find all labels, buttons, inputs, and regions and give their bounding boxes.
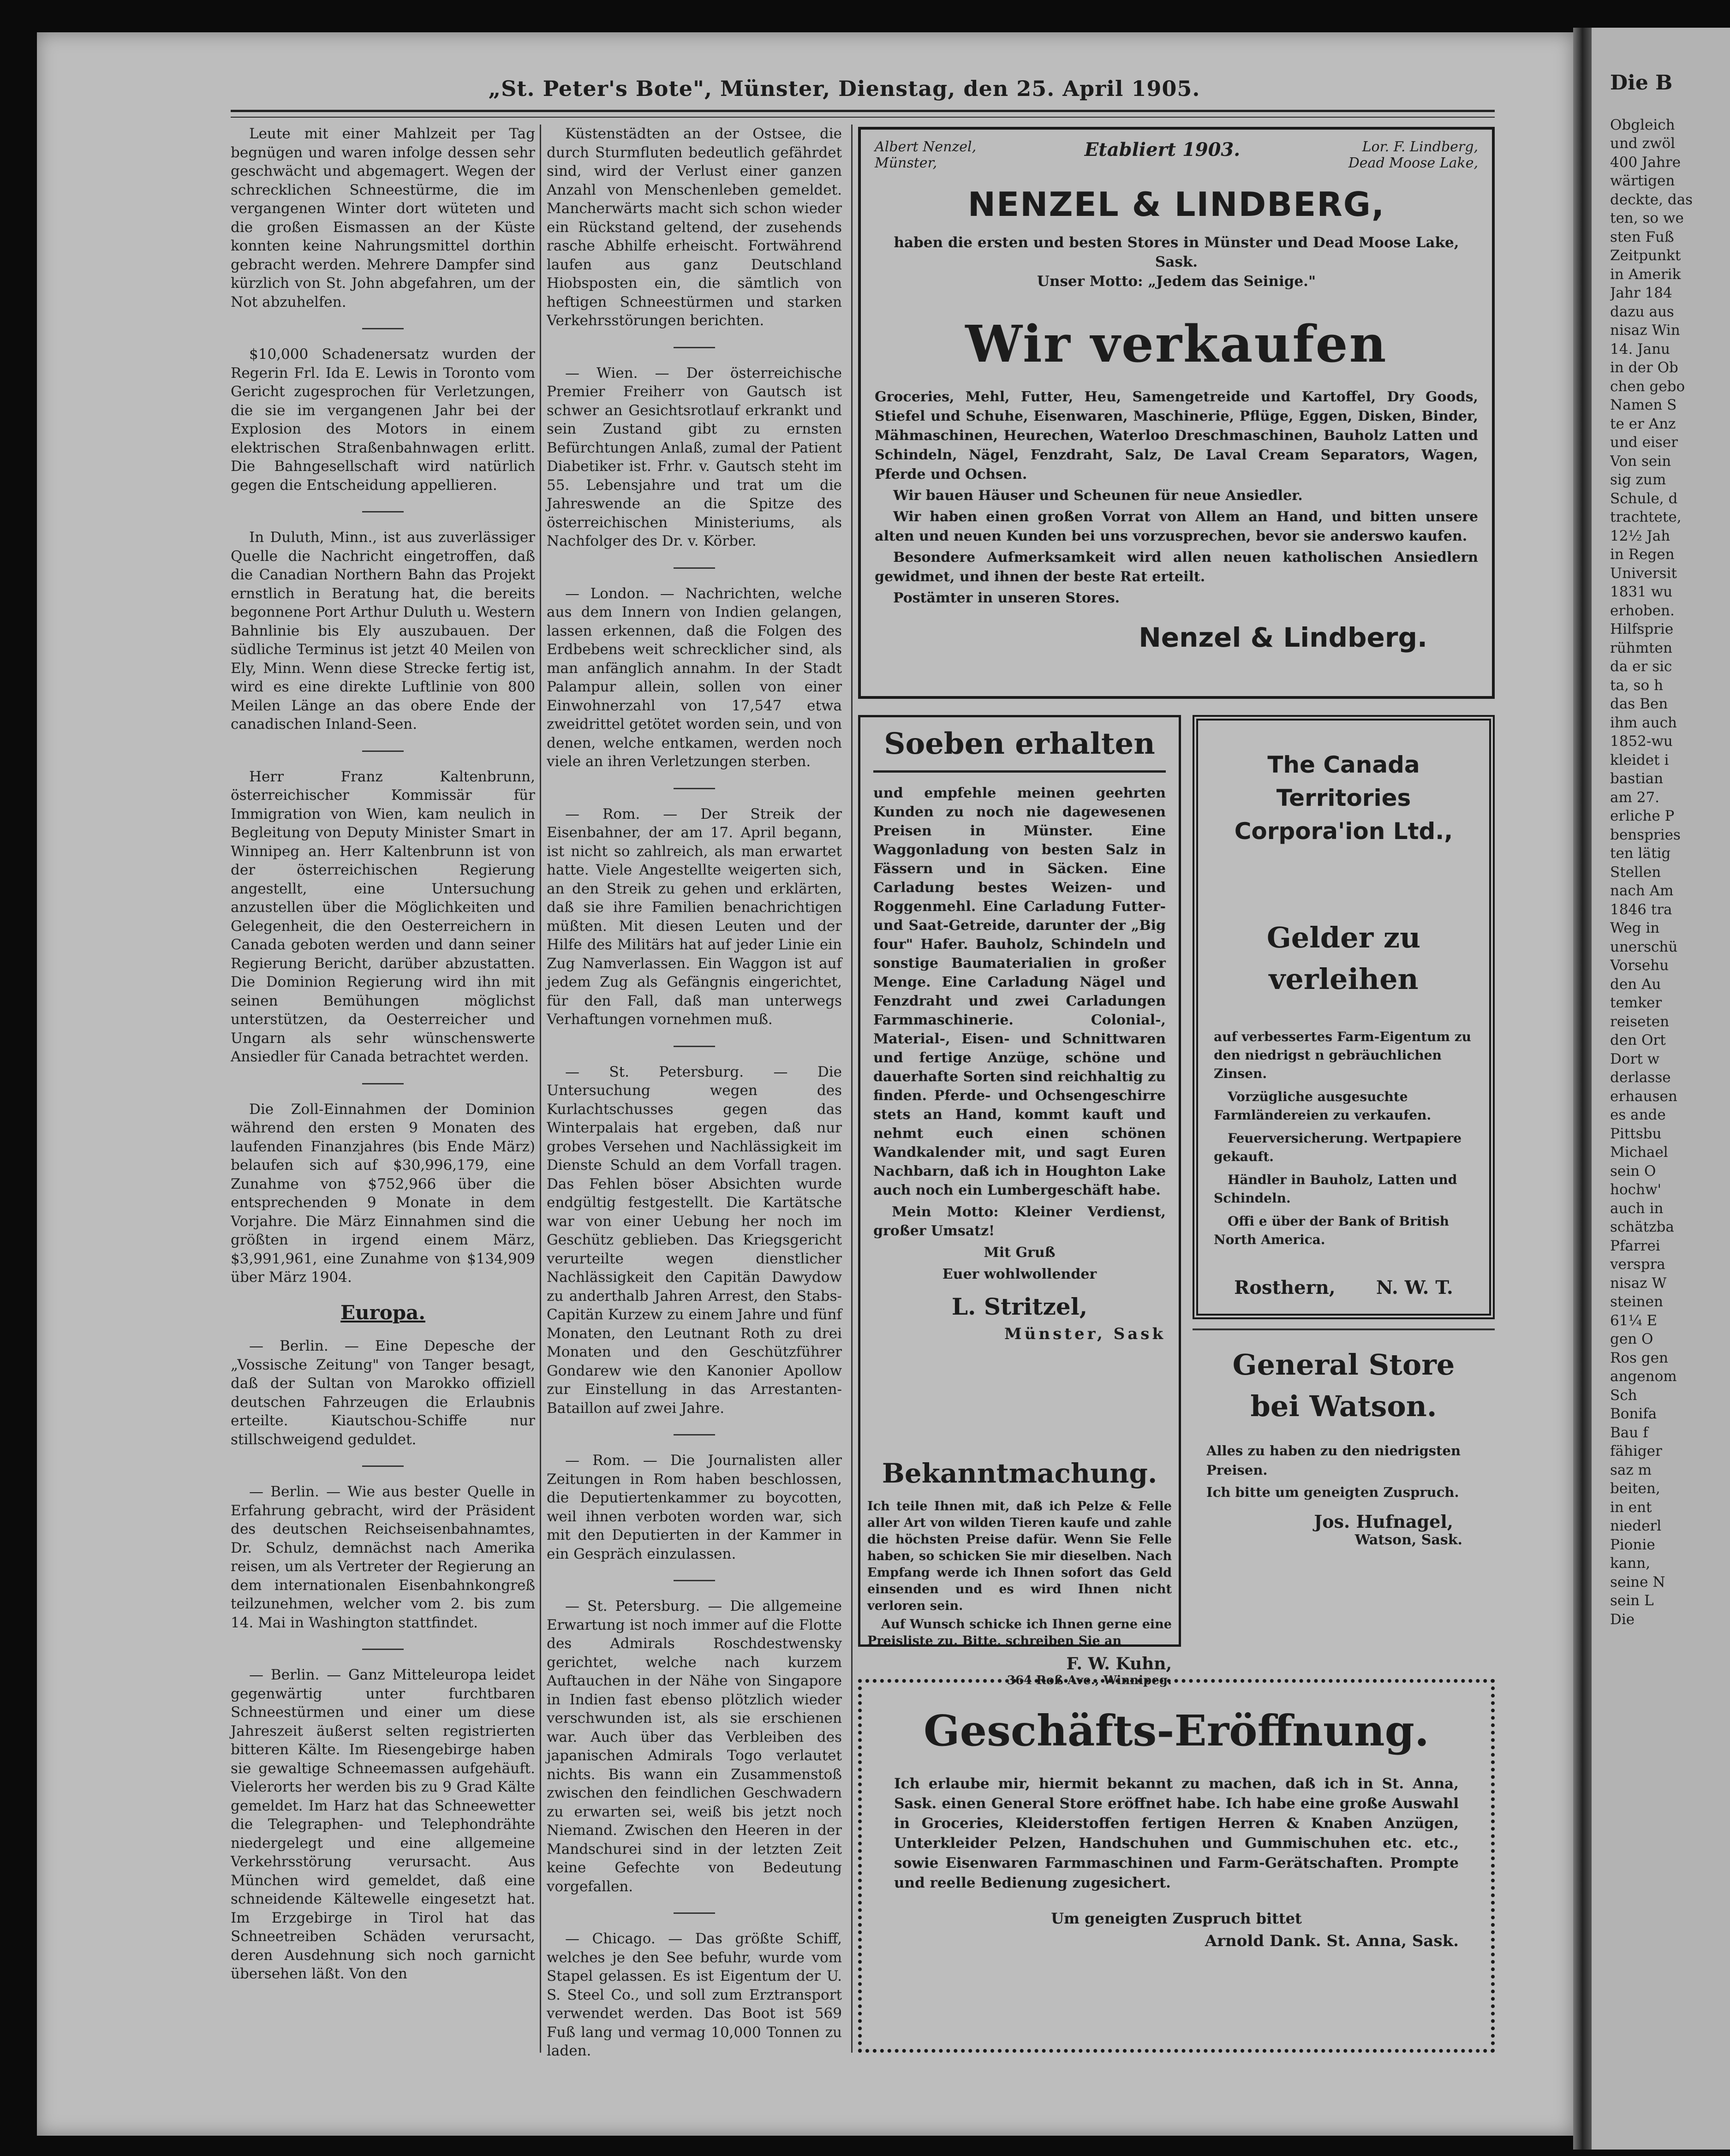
masthead: „St. Peter's Bote", Münster, Dienstag, den 25. April 1905.	[488, 76, 1200, 101]
separator	[362, 511, 404, 512]
facing-page-line: den Au	[1610, 976, 1661, 993]
masthead-rule	[231, 110, 1495, 118]
facing-page-line: Bau f	[1610, 1424, 1648, 1441]
separator	[674, 1046, 715, 1047]
facing-page-line: verspra	[1610, 1256, 1665, 1273]
ad-body: Ich erlaube mir, hiermit bekannt zu machen, daß ich in St. Anna, Sask. einen General Store eröffnet habe. Ich habe eine große Auswahl in Groceries, Kleiderstoffen fertigen Herren & Knaben Anzügen, Unterkleider Pelzen, Handschuhen und Gummischuhen etc. etc., sowie Eisenwaren Farmmaschinen und Farm-Gerätschaften. Prompte und reelle Bedienung zugesichert.	[894, 1775, 1459, 1891]
ad-subtitle: haben die ersten und besten Stores in Münster und Dead Moose Lake, Sask.	[894, 234, 1459, 270]
facing-page-line: Dort w	[1610, 1050, 1660, 1067]
ad-line: Alles zu haben zu den niedrigsten Preisen.	[1206, 1443, 1461, 1478]
article: $10,000 Schadenersatz wurden der Regerin Frl. Ida E. Lewis in Toronto vom Gericht zugesprochen für Verletzungen, die sie im vergangenen Jahr bei der Explosion des Motors in einem elektrischen Straßenbahnwagen erlitt. Die Bahngesellschaft wird natürlich gegen die Entscheidung appellieren.	[231, 346, 535, 494]
ad-signature: L. Stritzel,	[951, 1293, 1088, 1320]
facing-page-line: unerschü	[1610, 938, 1678, 955]
ad-line: Feuerversicherung. Wertpapiere gekauft.	[1214, 1131, 1462, 1164]
ad-header-row	[875, 139, 1478, 171]
article: — Wien. — Der österreichische Premier Freiherr von Gautsch ist schwer an Gesichtsrotlauf erkrankt und sein Zustand gibt zu ernsten Befürchtungen Anlaß, zumal der Patient Diabetiker ist. Frhr. v. Gautsch steht im 55. Lebensjahre und trat um die Jahreswende an die Spitze des österreichischen Ministeriums, als Nachfolger des Dr. v. Körber.	[547, 364, 842, 549]
facing-page-line: nach Am	[1610, 882, 1674, 899]
ad-line: Offi e über der Bank of British North America.	[1214, 1214, 1449, 1247]
separator	[674, 567, 715, 569]
ad-address: 364 Roß Ave., Winnipeg.	[1007, 1674, 1172, 1687]
ad-line: Groceries, Mehl, Futter, Heu, Samengetreide und Kartoffel, Dry Goods, Stiefel und Schuhe, Eisenwaren, Maschinerie, Pflüge, Eggen, Disken, Binder, Mähmaschinen, Heurechen, Waterloo Dreschmaschinen, Bauholz Latten und Schindeln, Nägel, Fenzdraht, Salz, De Laval Cream Separators, Wagen, Pferde und Ochsen.	[875, 389, 1478, 482]
facing-page-line: 1831 wu	[1610, 584, 1673, 600]
facing-page-line: derlasse	[1610, 1069, 1671, 1086]
article: — Berlin. — Eine Depesche der „Vossische Zeitung" von Tanger besagt, daß der Sultan von Marokko offiziell deutschen Fahrzeugen die Erlaubnis erteilte. Kiautschou-Schiffe nur stillschweigend geduldet.	[231, 1338, 535, 1448]
section-title: Europa.	[340, 1301, 425, 1324]
ad-line: Mein Motto: Kleiner Verdienst, großer Umsatz!	[873, 1204, 1166, 1239]
owner-right: Lor. F. Lindberg, Dead Moose Lake,	[1348, 139, 1478, 171]
facing-page-line: Vorsehu	[1610, 957, 1669, 974]
ad-line: Ich teile Ihnen mit, daß ich Pelze & Felle aller Art von wilden Tieren kaufe und zahle die höchsten Preise dafür. Wenn Sie Felle haben, so schicken Sie mir dieselben. Nach Empfang werde ich Ihnen sofort das Geld einsenden und es wird Ihnen nicht verloren sein.	[867, 1499, 1172, 1613]
ad-body	[1206, 1441, 1481, 1502]
facing-page-line: das Ben	[1610, 696, 1668, 712]
facing-page-line: Namen S	[1610, 397, 1677, 413]
ad-line: Vorzügliche ausgesuchte Farmländereien zu verkaufen.	[1214, 1089, 1432, 1123]
facing-page-line: benspries	[1610, 826, 1681, 843]
ad-kuhn	[858, 1448, 1181, 1687]
facing-page-line: reiseten	[1610, 1013, 1670, 1030]
facing-page-line: bastian	[1610, 770, 1664, 787]
facing-page-line: erliche P	[1610, 808, 1675, 824]
ad-location: Münster, Sask	[1004, 1325, 1166, 1343]
ad-motto: Unser Motto: „Jedem das Seinige."	[1037, 273, 1316, 290]
ad-body	[867, 1498, 1172, 1650]
separator	[362, 1465, 404, 1467]
separator	[362, 1649, 404, 1650]
separator	[362, 328, 404, 329]
ad-signature: F. W. Kuhn,	[1066, 1654, 1172, 1674]
facing-page-line: und eiser	[1610, 434, 1678, 451]
facing-page-line: in Amerik	[1610, 266, 1681, 283]
facing-page-line: Obgleich	[1610, 116, 1675, 133]
company-name: The Canada Territories Corpora'ion Ltd.,	[1234, 751, 1453, 845]
article: — Berlin. — Wie aus bester Quelle in Erfahrung gebracht, wird der Präsident des deutschen Reichseisenbahnamtes, Dr. Schulz, demnächst nach Amerika reisen, um als Vertreter der Regierung an dem internationalen Eisenbahnkongreß teilzunehmen, welcher vom 2. bis zum 14. Mai in Washington stattfindet.	[231, 1483, 535, 1631]
ad-greeting: Mit Gruß	[984, 1245, 1056, 1261]
separator	[362, 750, 404, 752]
column-rule	[540, 125, 541, 2053]
separator	[674, 788, 715, 789]
facing-page-line: Pittsbu	[1610, 1125, 1662, 1142]
facing-page-line: beiten,	[1610, 1480, 1660, 1497]
facing-page-line: fähiger	[1610, 1443, 1662, 1459]
ad-location: Watson, Sask.	[1354, 1532, 1462, 1548]
facing-page-line: sein O	[1610, 1162, 1656, 1179]
facing-page-line: trachtete,	[1610, 509, 1682, 525]
ad-line: auf verbessertes Farm-Eigentum zu den niedrigst n gebräuchlichen Zinsen.	[1214, 1029, 1472, 1081]
separator	[674, 1434, 715, 1435]
facing-page-line: rühmten	[1610, 639, 1672, 656]
separator	[674, 347, 715, 348]
facing-page-line: da er sic	[1610, 658, 1672, 675]
facing-page-line: erhausen	[1610, 1088, 1677, 1105]
facing-page-line: niederl	[1610, 1518, 1662, 1534]
article: Herr Franz Kaltenbrunn, österreichischer Kommissär für Immigration von Wien, kam neulich in Begleitung von Deputy Minister Smart in Winnipeg an. Herr Kaltenbrunn ist von der österreichischen Regierung angestellt, eine Untersuchung anzustellen über die Möglichkeiten und Gelegenheit, die den Oesterreichern in Canada geboten werden und dann seiner Regierung Bericht, darüber abzustatten. Die Dominion Regierung wird ihn mit seinen Bemühungen möglichst unterstützen, da Oesterreicher und Ungarn als sehr wünschenswerte Ansiedler für Canada betrachtet werden.	[231, 768, 535, 1065]
ad-headline: Gelder zu verleihen	[1266, 921, 1421, 996]
article: — Rom. — Die Journalisten aller Zeitungen in Rom haben beschlossen, die Deputiertenkammer zu boycotten, weil ihnen verboten worden war, sich mit den Deputierten in der Kammer in ein Gespräch einzulassen.	[547, 1452, 842, 1562]
separator	[674, 1580, 715, 1581]
facing-page-line: Michael	[1610, 1144, 1668, 1161]
facing-page-line: Hilfsprie	[1610, 621, 1674, 637]
facing-page-line: sig zum	[1610, 471, 1666, 488]
facing-page-line: erhoben.	[1610, 602, 1675, 619]
article: In Duluth, Minn., ist aus zuverlässiger Quelle die Nachricht eingetroffen, daß die Canadian Northern Bahn das Projekt ernstlich in Beratung hat, die bereits begonnene Port Arthur Duluth u. Western Bahnlinie bis Ely auszubauen. Der südliche Terminus ist jetzt 40 Meilen von Ely, Minn. Wenn diese Strecke fertig ist, wird es eine direkte Luftlinie von 800 Meilen Länge an das obere Ende der canadischen Inland-Seen.	[231, 529, 535, 733]
facing-page-line: schätzba	[1610, 1219, 1674, 1235]
article: — London. — Nachrichten, welche aus dem Innern von Indien gelangen, lassen erkennen, daß die Folgen des Erdbebens weit schrecklicher sind, als man anfänglich annahm. In der Stadt Palampur allein, sollen von einer Einwohnerzahl von 17,547 etwa zweidrittel getötet worden sein, und von denen, welche entkamen, werden noch viele an ihren Verletzungen sterben.	[547, 585, 842, 770]
facing-page-line: gen O	[1610, 1331, 1653, 1347]
facing-page-line: dazu aus	[1610, 303, 1674, 320]
ad-title: Soeben erhalten	[873, 727, 1166, 773]
ad-headline: Wir verkaufen	[965, 314, 1388, 374]
facing-page-line: es ande	[1610, 1107, 1666, 1123]
book-gutter	[1573, 28, 1592, 2150]
facing-page-line: Die	[1610, 1611, 1635, 1628]
facing-page-line: wärtigen	[1610, 173, 1675, 189]
facing-page-column	[1610, 74, 1725, 2126]
ad-body	[1214, 1028, 1473, 1249]
article: Die Zoll-Einnahmen der Dominion während den ersten 9 Monaten des laufenden Finanzjahres (bis Ende März) belaufen sich auf $30,996,179, eine Zunahme von $752,966 über die entsprechenden 9 Monate in dem Vorjahre. Die März Einnahmen sind die größten in irgend einem März, $3,991,961, eine Zunahme von $134,909 über März 1904.	[231, 1101, 535, 1286]
facing-page-line: den Ort	[1610, 1032, 1666, 1048]
facing-page-line: ihm auch	[1610, 714, 1677, 731]
facing-page-line: 1852-wu	[1610, 733, 1673, 750]
ad-line: Händler in Bauholz, Latten und Schindeln.	[1214, 1172, 1457, 1206]
ad-title: Bekanntmachung.	[882, 1458, 1157, 1489]
article: Leute mit einer Mahlzeit per Tag begnügen und waren infolge dessen sehr geschwächt und abgemagert. Wegen der schrecklichen Schneestürme, die im vergangenen Winter dort wüteten und die großen Eismassen an der Küste konnten keine Nahrungsmittel dorthin gebracht werden. Mehrere Dampfer sind kürzlich von St. John abgefahren, um der Not abzuhelfen.	[231, 125, 535, 310]
ad-title: General Store bei Watson.	[1232, 1348, 1455, 1423]
facing-page-line: angenom	[1610, 1368, 1677, 1385]
facing-page-line: sein L	[1610, 1592, 1654, 1609]
facing-page-line: ten, so we	[1610, 210, 1684, 226]
facing-page-line: Bonifa	[1610, 1406, 1657, 1422]
facing-page-line: kann,	[1610, 1555, 1651, 1572]
ad-nenzel-lindberg	[858, 127, 1495, 699]
facing-page-line: Stellen	[1610, 864, 1661, 881]
sig-territory: N. W. T.	[1376, 1277, 1453, 1298]
ad-signature: Arnold Dank. St. Anna, Sask.	[1205, 1932, 1459, 1950]
facing-page-line: Pfarrei	[1610, 1237, 1660, 1254]
facing-page-line: Pionie	[1610, 1536, 1655, 1553]
ad-line: und empfehle meinen geehrten Kunden zu noch nie dagewesenen Preisen in Münster. Eine Waggonladung von besten Salz in Fässern und in Säcken. Eine Carladung bestes Weizen- und Roggenmehl. Eine Carladung Futter- und Saat-Getreide, darunter der „Big four" Hafer. Bauholz, Schindeln und sonstige Baumaterialien in großer Menge. Eine Carladung Nägel und Fenzdraht und zwei Carladungen Farmmaschinerie. Colonial-, Material-, Eisen- und Schnittwaren und fertige Anzüge, schöne und dauerhafte Sorten sind reichhaltig zu finden. Pferde- und Ochsengeschirre stets an Hand, kommt kauft und nehmt euch einen schönen Wandkalender mit, und sagt Euren Nachbarn, daß ich in Houghton Lake auch noch ein Lumbergeschäft habe.	[873, 785, 1166, 1198]
column-rule	[851, 125, 853, 2053]
ad-line: Wir haben einen großen Vorrat von Allem an Hand, und bitten unsere alten und neuen Kunden bei uns vorzusprechen, bevor sie anderswo kaufen.	[875, 509, 1478, 544]
facing-page-line: 12½ Jah	[1610, 527, 1670, 544]
facing-page-line: te er Anz	[1610, 415, 1676, 432]
ad-hufnagel	[1193, 1328, 1495, 1661]
ad-canada-territories	[1193, 715, 1495, 1319]
facing-page-line: auch in	[1610, 1200, 1664, 1217]
facing-page-line: 400 Jahre	[1610, 154, 1681, 171]
facing-page-line: in Regen	[1610, 546, 1675, 563]
ad-signature	[1214, 1277, 1473, 1298]
article: — St. Petersburg. — Die allgemeine Erwartung ist noch immer auf die Flotte des Admirals Roschdestwensky gerichtet, welche nach kurzem Auftauchen in der Nähe von Singapore in Indien fast ebenso plötzlich wieder verschwunden ist, als sie erschienen war. Auch über das Verbleiben des japanischen Admirals Togo verlautet nichts. Bis wann ein Zusammenstoß zwischen den feindlichen Geschwadern zu erwarten sei, weiß bis jetzt noch Niemand. Zwischen den Heeren in der Mandschurei sind in der letzten Zeit keine Gefechte von Bedeutung vorgefallen.	[547, 1598, 842, 1895]
ad-line: Auf Wunsch schicke ich Ihnen gerne eine Preisliste zu. Bitte, schreiben Sie an	[867, 1617, 1172, 1648]
facing-page-line: chen gebo	[1610, 378, 1685, 395]
ad-line: Postämter in unseren Stores.	[893, 590, 1120, 606]
facing-page-line: in der Ob	[1610, 359, 1678, 376]
facing-page-line: saz m	[1610, 1461, 1652, 1478]
facing-page-line: 1846 tra	[1610, 901, 1672, 918]
facing-page-line: deckte, das	[1610, 191, 1693, 208]
ad-signature: Jos. Hufnagel,	[1314, 1511, 1453, 1532]
facing-page-line: nisaz Win	[1610, 322, 1680, 339]
facing-page-line: Zeitpunkt	[1610, 247, 1681, 264]
facing-page-line: temker	[1610, 995, 1662, 1011]
ad-line: Ich bitte um geneigten Zuspruch.	[1206, 1484, 1459, 1500]
facing-page-line: kleidet i	[1610, 751, 1669, 768]
facing-page-line: 14. Janu	[1610, 340, 1670, 357]
firm-name: NENZEL & LINDBERG,	[967, 185, 1385, 224]
facing-page-line: Universit	[1610, 565, 1677, 582]
article: Küstenstädten an der Ostsee, die durch Sturmfluten bedeutlich gefährdet sind, wird der Verlust einer ganzen Anzahl von Menschenleben gemeldet. Mancherwärts macht sich schon wieder ein Rückstand geltend, der zusehends rasche Abhilfe erheischt. Fortwährend laufen aus ganz Deutschland Hiobsposten ein, die sämtlich von heftigen Schneestürmen und starken Verkehrsstörungen berichten.	[547, 125, 842, 329]
facing-page-title: Die B	[1610, 74, 1673, 95]
established-label: Etabliert 1903.	[1084, 139, 1241, 161]
ad-body	[875, 387, 1478, 608]
facing-page-line: 61¼ E	[1610, 1312, 1657, 1329]
news-column-1	[231, 125, 535, 2000]
separator	[362, 1083, 404, 1084]
news-column-2	[547, 125, 842, 2077]
ad-title: Geschäfts-Eröffnung.	[924, 1706, 1429, 1756]
facing-page-line: hochw'	[1610, 1181, 1662, 1198]
facing-page-line: nisaz W	[1610, 1275, 1667, 1292]
facing-page-line: in ent	[1610, 1499, 1652, 1516]
facing-page-line: am 27.	[1610, 789, 1660, 806]
facing-page-line: und zwöl	[1610, 135, 1676, 152]
facing-page-line: sten Fuß	[1610, 228, 1674, 245]
facing-page-line: ta, so h	[1610, 677, 1664, 694]
owner-left: Albert Nenzel, Münster,	[875, 139, 977, 171]
facing-page-line: Jahr 184	[1610, 285, 1672, 301]
facing-page-line: ten lätig	[1610, 845, 1671, 862]
facing-page-line: seine N	[1610, 1573, 1665, 1590]
ad-closing: Um geneigten Zuspruch bittet	[1051, 1910, 1302, 1927]
ad-dank	[858, 1679, 1495, 2053]
ad-greeting: Euer wohlwollender	[942, 1266, 1097, 1282]
separator	[674, 1912, 715, 1914]
article: — Chicago. — Das größte Schiff, welches je den See befuhr, wurde vom Stapel gelassen. Es ist Eigentum der U. S. Steel Co., und soll zum Erztransport verwendet werden. Das Boot ist 569 Fuß lang und vermag 10,000 Tonnen zu laden.	[547, 1930, 842, 2059]
facing-page-line: Weg in	[1610, 920, 1660, 936]
facing-page-line: Sch	[1610, 1387, 1637, 1404]
article: — St. Petersburg. — Die Untersuchung wegen des Kurlachtschusses gegen das Winterpalais hat ergeben, daß nur grobes Versehen und Nachlässigkeit im Dienste Schuld an dem Vorfall tragen. Das Fehlen böser Absichten wurde endgültig festgestellt. Die Kartätsche war von einer Uebung her noch im Geschütz geblieben. Das Kriegsgericht verurteilte wegen dienstlicher Nachlässigkeit den Capitän Dawydow zu anderthalb Jahren Arrest, den Stabs-Capitän Kurzew zu einem Jahre und fünf Monaten, den Leutnant Roth zu drei Monaten und den Geschützführer Gondarew wie den Kanonier Apollow zur Einstellung in das Arrestanten-Bataillon auf zwei Jahre.	[547, 1063, 842, 1417]
sig-town: Rosthern,	[1234, 1277, 1336, 1298]
facing-page-line: Schule, d	[1610, 490, 1678, 507]
facing-page-lines	[1610, 116, 1725, 1629]
article: — Rom. — Der Streik der Eisenbahner, der am 17. April begann, ist nicht so zahlreich, als man erwartet hatte. Viele Angestellte weigerten sich, an den Streik zu gehen und erklärten, daß sie ihre Familien benachrichtigen müßten. Mit diesen Leuten und der Hilfe des Militärs hat auf jeder Linie ein Zug Namverlassen. Ein Waggon ist auf jedem Zug als Gefängnis eingerichtet, für den Fall, daß man unterwegs Verhaftungen vornehmen muß.	[547, 805, 842, 1028]
facing-page-line: steinen	[1610, 1293, 1663, 1310]
facing-page-line: Ros gen	[1610, 1349, 1668, 1366]
ad-line: Wir bauen Häuser und Scheunen für neue Ansiedler.	[893, 488, 1303, 504]
ad-line: Besondere Aufmerksamkeit wird allen neuen katholischen Ansiedlern gewidmet, und ihnen der beste Rat erteilt.	[875, 549, 1478, 585]
article: — Berlin. — Ganz Mitteleuropa leidet gegenwärtig unter furchtbaren Schneestürmen und einer um diese Jahreszeit äußerst selten registrierten bitteren Kälte. Im Riesengebirge haben sie gewaltige Schneemassen aufgehäuft. Vielerorts her werden bis zu 9 Grad Kälte gemeldet. Im Harz hat das Schneewetter die Telegraphen- und Telephondrähte niedergelegt und eine allgemeine Verkehrsstörung verursacht. Aus München wird gemeldet, daß eine schneidende Kältewelle eingesetzt hat. Im Erzgebirge in Tirol hat das Schneetreiben Schäden verursacht, deren Ausdehnung sich noch garnicht übersehen läßt. Von den	[231, 1667, 535, 1982]
ad-signature: Nenzel & Lindberg.	[1139, 622, 1427, 653]
facing-page-line: Von sein	[1610, 453, 1671, 470]
ad-body	[873, 784, 1166, 1284]
